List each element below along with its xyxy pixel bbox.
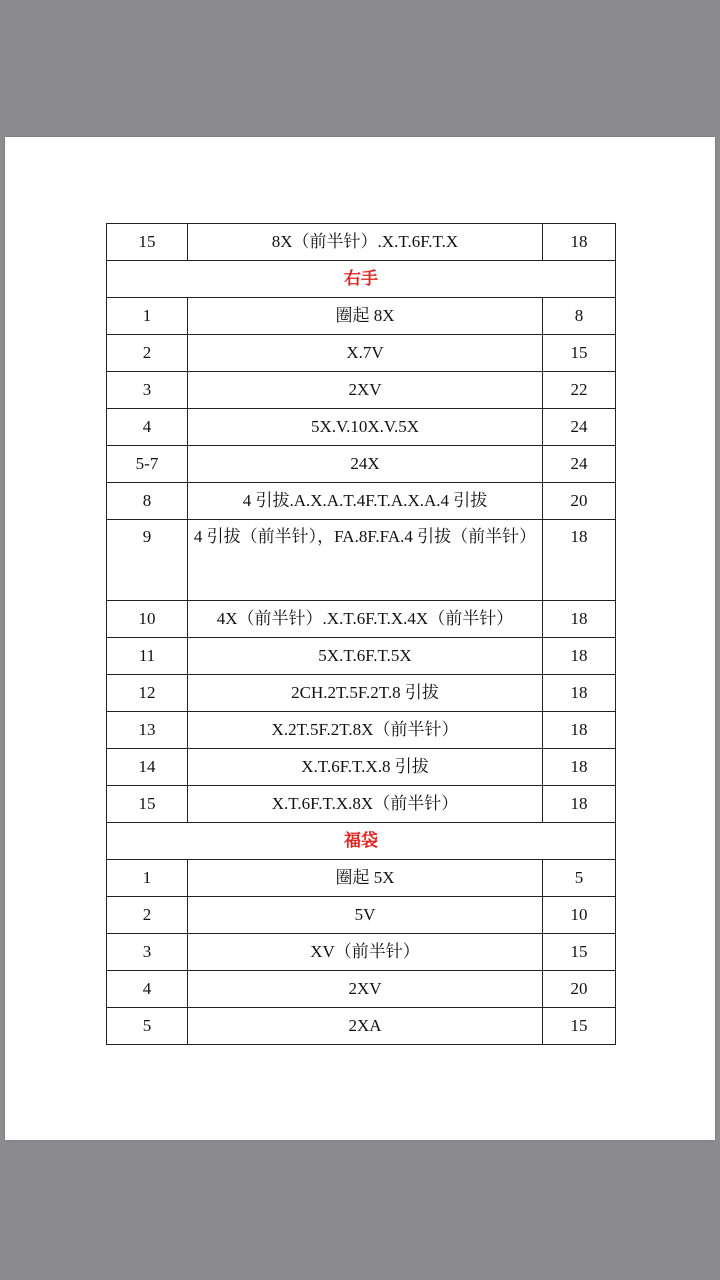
section-header-row <box>107 823 616 860</box>
round-cell: 12 <box>107 675 188 712</box>
pattern-cell: 圈起 5X <box>188 860 543 897</box>
section-header-row <box>107 261 616 298</box>
pattern-table-body <box>107 224 616 1045</box>
table-row <box>107 897 616 934</box>
stitch-count-cell: 18 <box>543 601 616 638</box>
pattern-table <box>106 223 616 1045</box>
table-row <box>107 224 616 261</box>
stitch-count-cell: 15 <box>543 934 616 971</box>
table-row <box>107 520 616 601</box>
stitch-count-cell: 15 <box>543 335 616 372</box>
round-cell: 1 <box>107 860 188 897</box>
table-row <box>107 638 616 675</box>
round-cell: 11 <box>107 638 188 675</box>
stitch-count-cell: 5 <box>543 860 616 897</box>
table-row <box>107 409 616 446</box>
pattern-cell: 8X（前半针）.X.T.6F.T.X <box>188 224 543 261</box>
document-page <box>5 137 715 1140</box>
stitch-count-cell: 24 <box>543 446 616 483</box>
round-cell: 8 <box>107 483 188 520</box>
pattern-cell: 圈起 8X <box>188 298 543 335</box>
table-row <box>107 335 616 372</box>
table-row <box>107 601 616 638</box>
pattern-cell: X.2T.5F.2T.8X（前半针） <box>188 712 543 749</box>
round-cell: 3 <box>107 372 188 409</box>
pattern-cell: X.7V <box>188 335 543 372</box>
round-cell: 10 <box>107 601 188 638</box>
table-row <box>107 372 616 409</box>
round-cell: 14 <box>107 749 188 786</box>
pattern-cell: 2CH.2T.5F.2T.8 引拔 <box>188 675 543 712</box>
round-cell: 15 <box>107 786 188 823</box>
pattern-cell: 4 引拔（前半针），FA.8F.FA.4 引拔（前半针） <box>188 520 543 601</box>
stitch-count-cell: 8 <box>543 298 616 335</box>
round-cell: 9 <box>107 520 188 601</box>
table-row <box>107 786 616 823</box>
round-cell: 5 <box>107 1008 188 1045</box>
stitch-count-cell: 10 <box>543 897 616 934</box>
pattern-cell: 4X（前半针）.X.T.6F.T.X.4X（前半针） <box>188 601 543 638</box>
stitch-count-cell: 22 <box>543 372 616 409</box>
stitch-count-cell: 18 <box>543 224 616 261</box>
pattern-cell: 4 引拔.A.X.A.T.4F.T.A.X.A.4 引拔 <box>188 483 543 520</box>
stitch-count-cell: 20 <box>543 483 616 520</box>
round-cell: 13 <box>107 712 188 749</box>
round-cell: 3 <box>107 934 188 971</box>
stitch-count-cell: 20 <box>543 971 616 1008</box>
table-row <box>107 1008 616 1045</box>
stitch-count-cell: 18 <box>543 749 616 786</box>
round-cell: 4 <box>107 971 188 1008</box>
pattern-cell: 5V <box>188 897 543 934</box>
pattern-cell: 24X <box>188 446 543 483</box>
round-cell: 15 <box>107 224 188 261</box>
pattern-cell: 2XA <box>188 1008 543 1045</box>
table-row <box>107 971 616 1008</box>
table-row <box>107 749 616 786</box>
table-row <box>107 934 616 971</box>
table-row <box>107 675 616 712</box>
pattern-cell: 5X.T.6F.T.5X <box>188 638 543 675</box>
section-title: 福袋 <box>107 823 616 860</box>
stitch-count-cell: 24 <box>543 409 616 446</box>
round-cell: 2 <box>107 335 188 372</box>
round-cell: 2 <box>107 897 188 934</box>
pattern-cell: X.T.6F.T.X.8X（前半针） <box>188 786 543 823</box>
stitch-count-cell: 18 <box>543 712 616 749</box>
round-cell: 1 <box>107 298 188 335</box>
stitch-count-cell: 18 <box>543 520 616 601</box>
stitch-count-cell: 18 <box>543 675 616 712</box>
stitch-count-cell: 18 <box>543 786 616 823</box>
table-row <box>107 446 616 483</box>
round-cell: 5-7 <box>107 446 188 483</box>
section-title: 右手 <box>107 261 616 298</box>
table-row <box>107 483 616 520</box>
stitch-count-cell: 18 <box>543 638 616 675</box>
pattern-cell: 2XV <box>188 372 543 409</box>
pattern-cell: XV（前半针） <box>188 934 543 971</box>
stitch-count-cell: 15 <box>543 1008 616 1045</box>
table-row <box>107 712 616 749</box>
table-row <box>107 860 616 897</box>
table-row <box>107 298 616 335</box>
pattern-cell: 2XV <box>188 971 543 1008</box>
pattern-cell: X.T.6F.T.X.8 引拔 <box>188 749 543 786</box>
pattern-cell: 5X.V.10X.V.5X <box>188 409 543 446</box>
round-cell: 4 <box>107 409 188 446</box>
